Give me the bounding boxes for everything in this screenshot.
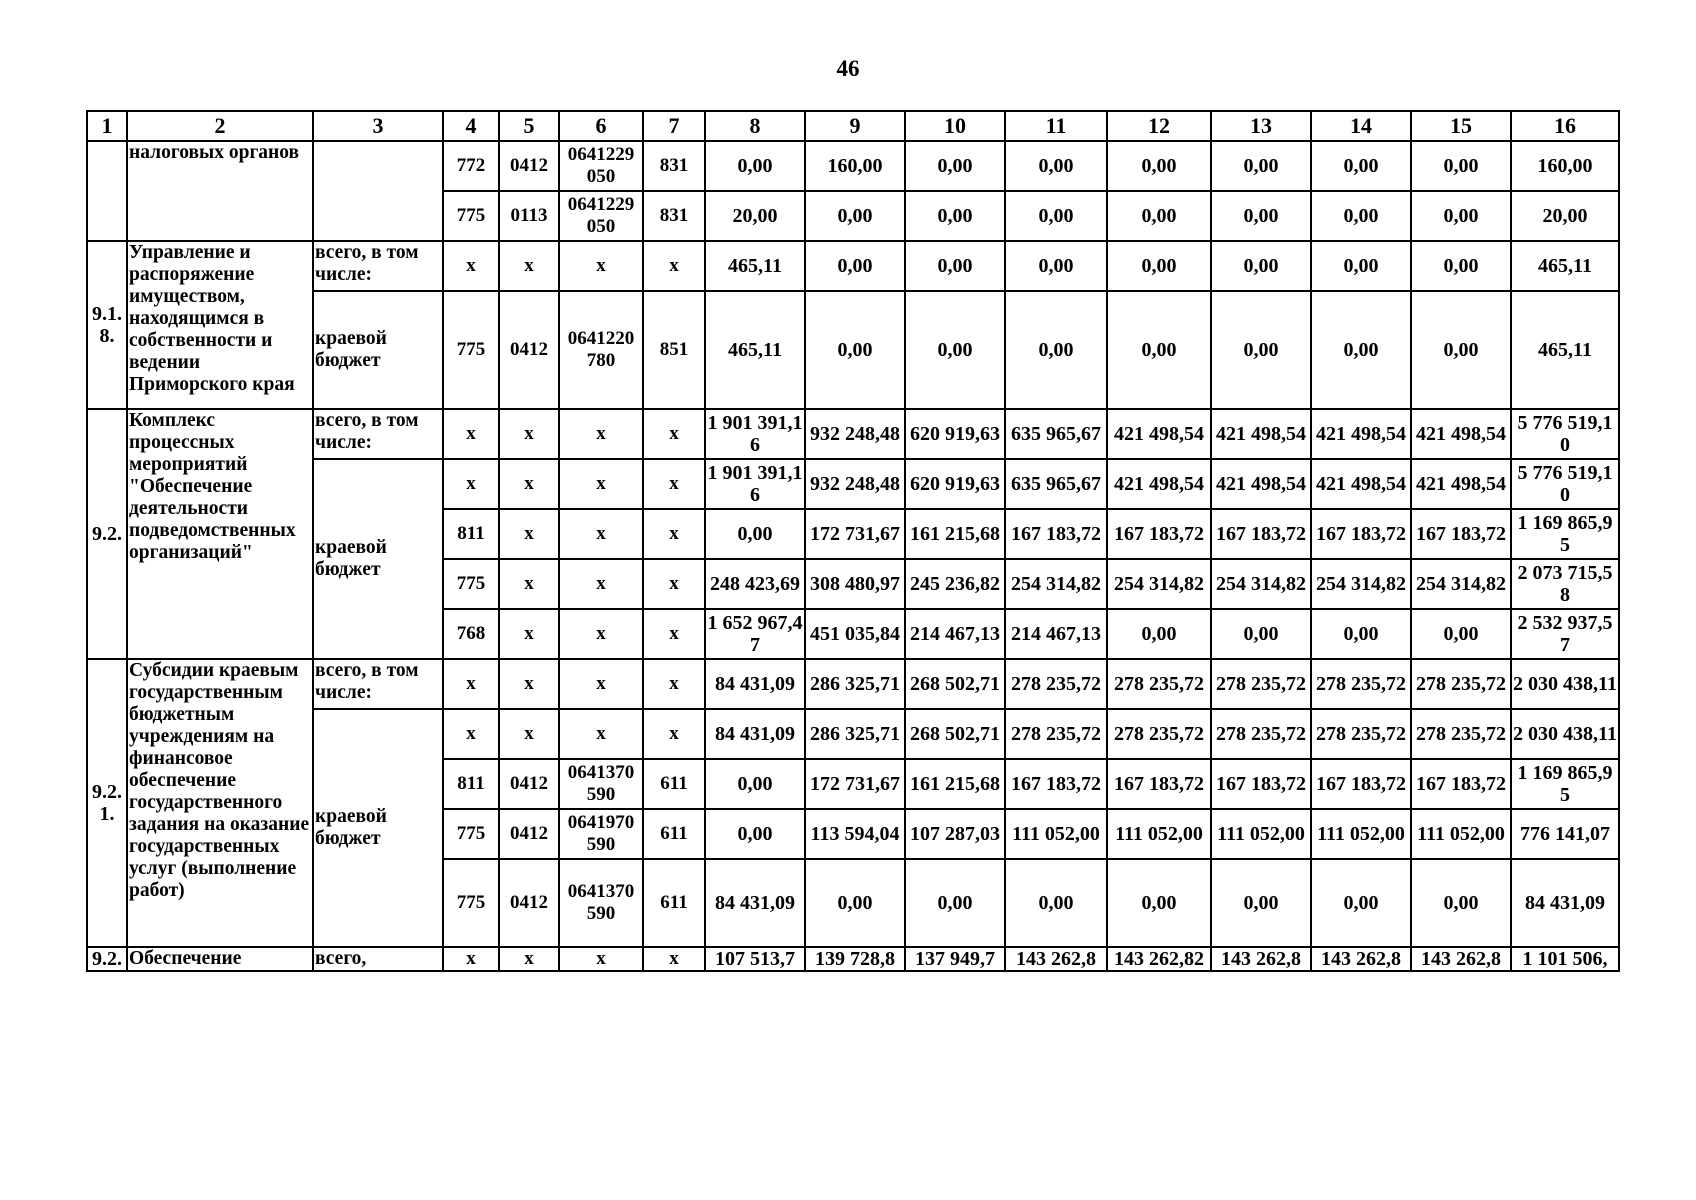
amount-cell: 0,00 [705, 509, 805, 559]
amount-cell: 2 532 937,57 [1511, 609, 1619, 659]
row-name-cell: Управление и распоряжение имуществом, находящимся в собственности и ведении Приморского края [127, 241, 313, 409]
section-cell: x [499, 409, 559, 459]
kgrbs-cell: 775 [443, 809, 499, 859]
column-header: 11 [1005, 111, 1107, 141]
amount-cell: 465,11 [1511, 241, 1619, 291]
amount-cell: 278 235,72 [1005, 659, 1107, 709]
amount-cell: 0,00 [1211, 191, 1311, 241]
amount-cell: 84 431,09 [1511, 859, 1619, 947]
target-article-cell: x [559, 609, 643, 659]
expense-type-cell: x [643, 947, 705, 971]
amount-cell: 111 052,00 [1005, 809, 1107, 859]
amount-cell: 0,00 [705, 759, 805, 809]
funding-source-cell: краевой бюджет [313, 709, 443, 947]
column-header: 13 [1211, 111, 1311, 141]
amount-cell: 20,00 [1511, 191, 1619, 241]
column-header: 16 [1511, 111, 1619, 141]
amount-cell: 0,00 [705, 809, 805, 859]
amount-cell: 111 052,00 [1411, 809, 1511, 859]
amount-cell: 0,00 [905, 141, 1005, 191]
expense-type-cell: x [643, 241, 705, 291]
amount-cell: 0,00 [805, 191, 905, 241]
amount-cell: 0,00 [805, 859, 905, 947]
funding-source-cell: краевой бюджет [313, 291, 443, 409]
row-name-cell: Субсидии краевым государственным бюджетным учреждениям на финансовое обеспечение государственного задания на оказание государственных услуг (выполнение работ) [127, 659, 313, 947]
table-row [87, 459, 1619, 509]
amount-cell: 5 776 519,10 [1511, 409, 1619, 459]
expense-type-cell: 611 [643, 859, 705, 947]
expense-type-cell: 611 [643, 809, 705, 859]
section-cell: 0113 [499, 191, 559, 241]
budget-table-body [87, 111, 1619, 971]
amount-cell: 167 183,72 [1107, 759, 1211, 809]
table-row [87, 709, 1619, 759]
section-cell: x [499, 659, 559, 709]
amount-cell: 278 235,72 [1311, 659, 1411, 709]
amount-cell: 2 030 438,11 [1511, 659, 1619, 709]
section-cell: 0412 [499, 759, 559, 809]
amount-cell: 20,00 [705, 191, 805, 241]
target-article-cell: 0641220 780 [559, 291, 643, 409]
table-row [87, 409, 1619, 459]
amount-cell: 278 235,72 [1107, 709, 1211, 759]
amount-cell: 0,00 [1211, 241, 1311, 291]
section-cell: x [499, 459, 559, 509]
row-index-cell: 9.2. 1. [87, 659, 127, 947]
amount-cell: 167 183,72 [1311, 509, 1411, 559]
row-index-cell: 9.2. [87, 947, 127, 971]
amount-cell: 278 235,72 [1211, 709, 1311, 759]
funding-source-cell: краевой бюджет [313, 459, 443, 659]
amount-cell: 0,00 [805, 241, 905, 291]
amount-cell: 172 731,67 [805, 759, 905, 809]
amount-cell: 0,00 [1107, 191, 1211, 241]
section-cell: x [499, 947, 559, 971]
table-row [87, 291, 1619, 409]
amount-cell: 1 101 506, [1511, 947, 1619, 971]
amount-cell: 143 262,82 [1107, 947, 1211, 971]
amount-cell: 5 776 519,10 [1511, 459, 1619, 509]
amount-cell: 111 052,00 [1311, 809, 1411, 859]
amount-cell: 214 467,13 [905, 609, 1005, 659]
budget-table [86, 110, 1620, 972]
amount-cell: 167 183,72 [1211, 759, 1311, 809]
amount-cell: 143 262,8 [1311, 947, 1411, 971]
target-article-cell: 0641370 590 [559, 859, 643, 947]
expense-type-cell: x [643, 409, 705, 459]
amount-cell: 0,00 [1107, 609, 1211, 659]
amount-cell: 0,00 [1005, 191, 1107, 241]
column-header: 3 [313, 111, 443, 141]
amount-cell: 278 235,72 [1005, 709, 1107, 759]
amount-cell: 111 052,00 [1107, 809, 1211, 859]
amount-cell: 286 325,71 [805, 659, 905, 709]
amount-cell: 254 314,82 [1211, 559, 1311, 609]
row-index-cell [87, 141, 127, 241]
amount-cell: 254 314,82 [1005, 559, 1107, 609]
target-article-cell: x [559, 659, 643, 709]
amount-cell: 451 035,84 [805, 609, 905, 659]
amount-cell: 167 183,72 [1211, 509, 1311, 559]
column-header: 1 [87, 111, 127, 141]
column-header: 14 [1311, 111, 1411, 141]
amount-cell: 0,00 [1107, 141, 1211, 191]
amount-cell: 421 498,54 [1107, 459, 1211, 509]
amount-cell: 84 431,09 [705, 659, 805, 709]
kgrbs-cell: x [443, 409, 499, 459]
column-header: 10 [905, 111, 1005, 141]
amount-cell: 167 183,72 [1005, 759, 1107, 809]
amount-cell: 0,00 [1107, 291, 1211, 409]
amount-cell: 0,00 [1411, 191, 1511, 241]
amount-cell: 1 169 865,95 [1511, 759, 1619, 809]
amount-cell: 1 652 967,47 [705, 609, 805, 659]
amount-cell: 0,00 [1411, 141, 1511, 191]
amount-cell: 0,00 [1107, 241, 1211, 291]
section-cell: 0412 [499, 141, 559, 191]
target-article-cell: 0641370 590 [559, 759, 643, 809]
target-article-cell: x [559, 709, 643, 759]
amount-cell: 160,00 [805, 141, 905, 191]
amount-cell: 278 235,72 [1211, 659, 1311, 709]
row-name-cell: Обеспечение [127, 947, 313, 971]
amount-cell: 0,00 [1311, 141, 1411, 191]
column-header: 7 [643, 111, 705, 141]
amount-cell: 932 248,48 [805, 409, 905, 459]
expense-type-cell: x [643, 559, 705, 609]
section-cell: 0412 [499, 859, 559, 947]
kgrbs-cell: 775 [443, 559, 499, 609]
target-article-cell: x [559, 559, 643, 609]
target-article-cell: 0641970 590 [559, 809, 643, 859]
amount-cell: 143 262,8 [1005, 947, 1107, 971]
amount-cell: 248 423,69 [705, 559, 805, 609]
expense-type-cell: x [643, 509, 705, 559]
amount-cell: 0,00 [705, 141, 805, 191]
amount-cell: 635 965,67 [1005, 459, 1107, 509]
funding-source-cell: всего, в том числе: [313, 409, 443, 459]
amount-cell: 84 431,09 [705, 709, 805, 759]
funding-source-cell: всего, в том числе: [313, 659, 443, 709]
amount-cell: 143 262,8 [1211, 947, 1311, 971]
table-row [87, 241, 1619, 291]
kgrbs-cell: 775 [443, 291, 499, 409]
amount-cell: 465,11 [705, 291, 805, 409]
column-header: 6 [559, 111, 643, 141]
amount-cell: 111 052,00 [1211, 809, 1311, 859]
amount-cell: 0,00 [1411, 609, 1511, 659]
amount-cell: 0,00 [1005, 859, 1107, 947]
kgrbs-cell: x [443, 241, 499, 291]
amount-cell: 254 314,82 [1311, 559, 1411, 609]
target-article-cell: x [559, 459, 643, 509]
amount-cell: 421 498,54 [1107, 409, 1211, 459]
expense-type-cell: x [643, 709, 705, 759]
amount-cell: 421 498,54 [1311, 459, 1411, 509]
amount-cell: 160,00 [1511, 141, 1619, 191]
section-cell: x [499, 509, 559, 559]
amount-cell: 161 215,68 [905, 509, 1005, 559]
table-row [87, 141, 1619, 191]
amount-cell: 1 901 391,16 [705, 409, 805, 459]
amount-cell: 465,11 [705, 241, 805, 291]
amount-cell: 107 287,03 [905, 809, 1005, 859]
amount-cell: 278 235,72 [1411, 659, 1511, 709]
amount-cell: 84 431,09 [705, 859, 805, 947]
section-cell: x [499, 241, 559, 291]
row-index-cell: 9.2. [87, 409, 127, 659]
target-article-cell: x [559, 509, 643, 559]
amount-cell: 0,00 [1005, 141, 1107, 191]
expense-type-cell: x [643, 459, 705, 509]
amount-cell: 268 502,71 [905, 659, 1005, 709]
amount-cell: 620 919,63 [905, 409, 1005, 459]
target-article-cell: x [559, 241, 643, 291]
amount-cell: 0,00 [905, 859, 1005, 947]
amount-cell: 635 965,67 [1005, 409, 1107, 459]
amount-cell: 2 030 438,11 [1511, 709, 1619, 759]
amount-cell: 421 498,54 [1411, 459, 1511, 509]
target-article-cell: 0641229 050 [559, 191, 643, 241]
section-cell: 0412 [499, 809, 559, 859]
amount-cell: 421 498,54 [1211, 409, 1311, 459]
expense-type-cell: x [643, 609, 705, 659]
table-row [87, 111, 1619, 141]
amount-cell: 268 502,71 [905, 709, 1005, 759]
amount-cell: 421 498,54 [1211, 459, 1311, 509]
amount-cell: 107 513,7 [705, 947, 805, 971]
amount-cell: 0,00 [1411, 241, 1511, 291]
kgrbs-cell: x [443, 709, 499, 759]
kgrbs-cell: x [443, 947, 499, 971]
amount-cell: 0,00 [1411, 291, 1511, 409]
target-article-cell: 0641229 050 [559, 141, 643, 191]
amount-cell: 214 467,13 [1005, 609, 1107, 659]
target-article-cell: x [559, 947, 643, 971]
amount-cell: 1 901 391,16 [705, 459, 805, 509]
section-cell: x [499, 609, 559, 659]
amount-cell: 1 169 865,95 [1511, 509, 1619, 559]
amount-cell: 278 235,72 [1411, 709, 1511, 759]
amount-cell: 0,00 [1107, 859, 1211, 947]
amount-cell: 167 183,72 [1411, 759, 1511, 809]
amount-cell: 139 728,8 [805, 947, 905, 971]
amount-cell: 308 480,97 [805, 559, 905, 609]
amount-cell: 167 183,72 [1311, 759, 1411, 809]
amount-cell: 0,00 [1211, 141, 1311, 191]
kgrbs-cell: x [443, 659, 499, 709]
expense-type-cell: x [643, 659, 705, 709]
amount-cell: 254 314,82 [1411, 559, 1511, 609]
amount-cell: 245 236,82 [905, 559, 1005, 609]
expense-type-cell: 611 [643, 759, 705, 809]
amount-cell: 0,00 [1311, 191, 1411, 241]
amount-cell: 137 949,7 [905, 947, 1005, 971]
amount-cell: 0,00 [1005, 291, 1107, 409]
amount-cell: 0,00 [1311, 609, 1411, 659]
target-article-cell: x [559, 409, 643, 459]
expense-type-cell: 851 [643, 291, 705, 409]
expense-type-cell: 831 [643, 191, 705, 241]
column-header: 4 [443, 111, 499, 141]
amount-cell: 0,00 [805, 291, 905, 409]
amount-cell: 0,00 [1411, 859, 1511, 947]
section-cell: 0412 [499, 291, 559, 409]
column-header: 9 [805, 111, 905, 141]
kgrbs-cell: 768 [443, 609, 499, 659]
amount-cell: 172 731,67 [805, 509, 905, 559]
table-row [87, 947, 1619, 971]
amount-cell: 278 235,72 [1311, 709, 1411, 759]
amount-cell: 254 314,82 [1107, 559, 1211, 609]
kgrbs-cell: 811 [443, 759, 499, 809]
section-cell: x [499, 709, 559, 759]
column-header: 8 [705, 111, 805, 141]
funding-source-cell [313, 141, 443, 241]
kgrbs-cell: 811 [443, 509, 499, 559]
amount-cell: 620 919,63 [905, 459, 1005, 509]
amount-cell: 0,00 [1211, 609, 1311, 659]
funding-source-cell: всего, в том числе: [313, 241, 443, 291]
amount-cell: 278 235,72 [1107, 659, 1211, 709]
amount-cell: 167 183,72 [1005, 509, 1107, 559]
amount-cell: 0,00 [905, 241, 1005, 291]
page-number: 46 [836, 56, 860, 81]
amount-cell: 0,00 [1211, 291, 1311, 409]
kgrbs-cell: x [443, 459, 499, 509]
amount-cell: 421 498,54 [1311, 409, 1411, 459]
amount-cell: 0,00 [1311, 291, 1411, 409]
amount-cell: 421 498,54 [1411, 409, 1511, 459]
amount-cell: 465,11 [1511, 291, 1619, 409]
amount-cell: 167 183,72 [1107, 509, 1211, 559]
amount-cell: 143 262,8 [1411, 947, 1511, 971]
row-index-cell: 9.1. 8. [87, 241, 127, 409]
kgrbs-cell: 775 [443, 859, 499, 947]
amount-cell: 161 215,68 [905, 759, 1005, 809]
amount-cell: 286 325,71 [805, 709, 905, 759]
column-header: 12 [1107, 111, 1211, 141]
amount-cell: 776 141,07 [1511, 809, 1619, 859]
amount-cell: 167 183,72 [1411, 509, 1511, 559]
column-header: 5 [499, 111, 559, 141]
section-cell: x [499, 559, 559, 609]
kgrbs-cell: 775 [443, 191, 499, 241]
amount-cell: 932 248,48 [805, 459, 905, 509]
kgrbs-cell: 772 [443, 141, 499, 191]
amount-cell: 0,00 [1311, 241, 1411, 291]
funding-source-cell: всего, [313, 947, 443, 971]
amount-cell: 0,00 [1311, 859, 1411, 947]
amount-cell: 0,00 [1211, 859, 1311, 947]
row-name-cell: Комплекс процессных мероприятий "Обеспечение деятельности подведомственных организаций" [127, 409, 313, 659]
expense-type-cell: 831 [643, 141, 705, 191]
column-header: 15 [1411, 111, 1511, 141]
column-header: 2 [127, 111, 313, 141]
row-name-cell: налоговых органов [127, 141, 313, 241]
amount-cell: 2 073 715,58 [1511, 559, 1619, 609]
amount-cell: 0,00 [1005, 241, 1107, 291]
amount-cell: 0,00 [905, 291, 1005, 409]
table-row [87, 659, 1619, 709]
amount-cell: 113 594,04 [805, 809, 905, 859]
amount-cell: 0,00 [905, 191, 1005, 241]
